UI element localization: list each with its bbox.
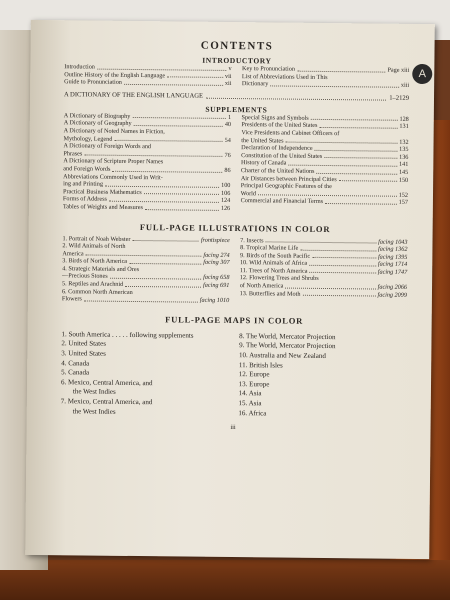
leader-dots <box>300 249 376 251</box>
leader-dots <box>319 127 397 129</box>
page-number: iii <box>230 424 236 432</box>
leader-dots <box>316 172 396 174</box>
leader-dots <box>311 119 398 121</box>
toc-entry-page: facing 1747 <box>377 268 408 276</box>
toc-entry-title: America <box>62 249 84 258</box>
leader-dots <box>129 263 201 265</box>
toc-entry-title: A Dictionary of Foreign Words and <box>63 142 152 151</box>
map-entry: the West Indies <box>72 387 116 397</box>
leader-dots <box>310 272 376 274</box>
toc-entry-page: 131 <box>399 123 409 131</box>
toc-entry-title: Outline History of the English Language <box>64 70 166 79</box>
toc-entry-title: 4. Strategic Materials and Ores <box>62 265 140 273</box>
leader-dots <box>105 185 219 187</box>
map-entry: 6. Mexico, Central America, and <box>60 378 153 388</box>
leader-dots <box>302 295 375 297</box>
supplements-section <box>63 112 409 214</box>
toc-entry-title: World <box>240 189 257 197</box>
toc-entry-title: of North America <box>239 282 284 290</box>
toc-entry-title: Practical Business Mathematics <box>62 187 142 196</box>
introductory-section <box>64 63 409 89</box>
leader-dots <box>309 265 376 267</box>
toc-entry-title: A Dictionary of Noted Names in Fiction, <box>63 127 165 136</box>
illustrations-right <box>240 237 408 307</box>
map-entry: 4. Canada <box>61 358 90 368</box>
toc-entry-title: ing and Printing <box>63 180 104 188</box>
toc-entry-title: 9. Birds of the South Pacific <box>240 251 311 260</box>
toc-entry-page: 150 <box>398 176 409 184</box>
toc-entry-page: 157 <box>398 199 408 207</box>
leader-dots <box>325 203 397 205</box>
toc-entry-page: xii <box>224 80 232 88</box>
toc-entry-page: Page xiii <box>387 66 410 74</box>
maps-heading: FULL-PAGE MAPS IN COLOR <box>165 314 304 326</box>
toc-entry-page: 106 <box>221 189 231 197</box>
leader-dots <box>286 142 398 144</box>
toc-entry-page: v <box>228 64 232 73</box>
supplements-right <box>240 114 408 214</box>
toc-entry-title: 7. Insects <box>240 236 264 244</box>
toc-entry <box>240 290 407 299</box>
toc-entry-title: 13. Butterflies and Moth <box>239 289 301 298</box>
toc-entry-title: Guide to Pronunciation <box>64 78 122 87</box>
leader-dots <box>288 165 397 167</box>
toc-entry-title: List of Abbreviations Used in This <box>241 72 328 81</box>
maps-left <box>61 330 229 418</box>
leader-dots <box>144 193 219 195</box>
toc-entry-page: 135 <box>399 145 409 154</box>
toc-entry-page: 100 <box>221 182 231 190</box>
introductory-right <box>242 65 410 90</box>
contents-page <box>61 38 410 433</box>
toc-entry-title: Charter of the United Nations <box>240 167 315 175</box>
leader-dots <box>112 170 222 172</box>
leader-dots <box>110 278 201 280</box>
toc-entry-page: 126 <box>220 204 231 212</box>
illustrations-left <box>62 235 230 305</box>
introductory-heading: INTRODUCTORY <box>202 55 272 66</box>
toc-entry-title: 3. Birds of North America <box>62 257 128 266</box>
maps-right <box>238 332 406 420</box>
maps-section <box>61 330 407 420</box>
toc-entry-page: facing 2099 <box>377 291 407 299</box>
toc-entry-page: vii <box>224 72 232 80</box>
toc-entry-page: 54 <box>224 136 231 144</box>
toc-entry-page: 128 <box>399 115 409 123</box>
leader-dots <box>84 155 222 157</box>
toc-entry-title: —Precious Stones <box>62 272 108 281</box>
toc-entry-title: 8. Tropical Marine Life <box>240 244 299 252</box>
map-entry: 5. Canada <box>61 368 90 377</box>
toc-entry-title: A Dictionary of Biography <box>63 112 131 120</box>
dictionary-pages: 1–2129 <box>389 94 410 102</box>
map-entry: 2. United States <box>61 339 106 349</box>
leader-dots <box>132 240 198 242</box>
leader-dots <box>84 300 198 302</box>
toc-entry-page: facing 691 <box>203 281 230 290</box>
book-page <box>25 20 435 559</box>
toc-entry-title: and Foreign Words <box>63 165 111 173</box>
toc-entry-page: facing 658 <box>203 274 230 282</box>
toc-entry-page: 132 <box>399 138 409 146</box>
toc-entry-title: A Dictionary of Scripture Proper Names <box>63 157 164 166</box>
toc-entry-title: Phrases <box>63 149 83 158</box>
map-entry: 14. Asia <box>238 389 262 398</box>
toc-entry-title: Forms of Address <box>62 195 107 204</box>
toc-entry-page: facing 274 <box>203 251 230 259</box>
toc-entry-title: Vice Presidents and Cabinet Officers of <box>241 129 340 138</box>
toc-entry-title: A Dictionary of Geography <box>63 119 132 128</box>
toc-entry-page: 136 <box>399 153 409 161</box>
leader-dots <box>114 140 222 142</box>
leader-dots <box>297 70 386 72</box>
map-entry: 1. South America . . . . . following supplements <box>61 330 194 340</box>
toc-entry-page: facing 1043 <box>378 238 408 246</box>
toc-entry-page: facing 1395 <box>377 253 408 261</box>
illustrations-section <box>62 235 408 307</box>
toc-entry-title: Flowers <box>61 295 82 303</box>
toc-entry-title: the United States <box>241 136 284 145</box>
toc-entry-title: Dictionary <box>241 80 269 88</box>
toc-entry-page: frontispiece <box>200 236 230 244</box>
toc-entry-title: Constitution of the United States <box>241 151 323 160</box>
toc-entry-title: 10. Wild Animals of Africa <box>239 259 308 268</box>
toc-entry-page: 141 <box>398 161 409 169</box>
leader-dots <box>315 150 398 152</box>
toc-entry-page: 40 <box>224 121 232 129</box>
toc-entry-title: Commercial and Financial Terms <box>240 197 324 206</box>
toc-entry-page: 145 <box>398 168 409 176</box>
introductory-left <box>64 63 232 88</box>
toc-entry-title: Presidents of the United States <box>241 121 318 130</box>
toc-entry-page: 152 <box>398 191 409 199</box>
leader-dots <box>132 117 226 119</box>
supplements-left <box>63 112 231 212</box>
leader-dots <box>312 257 376 259</box>
map-entry: 15. Asia <box>238 399 262 408</box>
toc-entry-title: History of Canada <box>240 159 287 167</box>
toc-entry-page: facing 1010 <box>199 296 230 305</box>
toc-entry-title: Special Signs and Symbols <box>241 113 309 122</box>
toc-entry-title: 12. Flowering Trees and Shrubs <box>239 274 319 283</box>
toc-entry-title: 5. Reptiles and Arachnid <box>62 280 124 288</box>
toc-entry-title: Principal Geographic Features of the <box>240 182 332 191</box>
toc-entry-title: Introduction <box>64 63 95 71</box>
contents-title: CONTENTS <box>200 39 274 53</box>
toc-entry-page: 124 <box>220 197 231 205</box>
toc-entry-title: 11. Trees of North America <box>239 266 308 275</box>
leader-dots <box>324 157 397 159</box>
leader-dots <box>339 180 397 182</box>
leader-dots <box>145 209 219 211</box>
toc-entry <box>241 197 408 206</box>
toc-entry-page: facing 2066 <box>377 283 408 291</box>
leader-dots <box>270 85 399 87</box>
map-entry: 13. Europe <box>238 379 270 389</box>
leader-dots <box>86 255 202 257</box>
leader-dots <box>97 68 227 70</box>
toc-entry-page: 86 <box>224 166 231 174</box>
leader-dots <box>167 77 223 79</box>
map-entry: 3. United States <box>61 349 106 358</box>
map-entry: 11. British Isles <box>238 360 283 370</box>
wood-edge <box>0 560 450 600</box>
toc-entry-title: 1. Portrait of Noah Webster <box>62 234 131 243</box>
supplements-heading: SUPPLEMENTS <box>205 104 268 115</box>
leader-dots <box>266 241 377 243</box>
toc-entry-title: 6. Common North American <box>61 287 133 296</box>
map-entry: 10. Australia and New Zealand <box>238 351 326 361</box>
thumb-index-tab: A <box>412 64 432 84</box>
toc-entry-title: Declaration of Independence <box>241 144 313 153</box>
toc-entry-page: facing 307 <box>203 259 230 267</box>
leader-dots <box>125 286 201 288</box>
dictionary-title: A DICTIONARY OF THE ENGLISH LANGUAGE <box>63 91 204 100</box>
map-entry: the West Indies <box>72 406 116 416</box>
toc-entry-title: Tables of Weights and Measures <box>62 203 143 211</box>
toc-entry-page: 1 <box>227 113 232 121</box>
leader-dots <box>134 125 223 127</box>
toc-entry-title: 2. Wild Animals of North <box>62 242 126 250</box>
map-entry: 16. Africa <box>238 408 267 417</box>
toc-entry-title: Mythology, Legend <box>63 134 113 143</box>
toc-entry-page: 76 <box>224 151 231 159</box>
toc-entry-title: Key to Pronunciation <box>241 65 295 73</box>
toc-entry-title: Air Distances between Principal Cities <box>240 174 337 183</box>
toc-entry-page: facing 1714 <box>377 260 408 269</box>
map-entry: 12. Europe <box>238 370 270 379</box>
illustrations-heading: FULL-PAGE ILLUSTRATIONS IN COLOR <box>139 221 331 234</box>
leader-dots <box>285 287 375 289</box>
map-entry: 7. Mexico, Central America, and <box>60 397 153 407</box>
toc-entry-title: Abbreviations Commonly Used in Writ- <box>63 172 163 181</box>
map-entry: 8. The World, Mercator Projection <box>239 331 336 341</box>
leader-dots <box>124 84 223 86</box>
leader-dots <box>109 201 219 203</box>
map-entry: 9. The World, Mercator Projection <box>239 341 336 351</box>
toc-entry-page: facing 1362 <box>378 245 408 253</box>
toc-entry-page: xiii <box>400 81 410 90</box>
leader-dots <box>258 195 397 197</box>
